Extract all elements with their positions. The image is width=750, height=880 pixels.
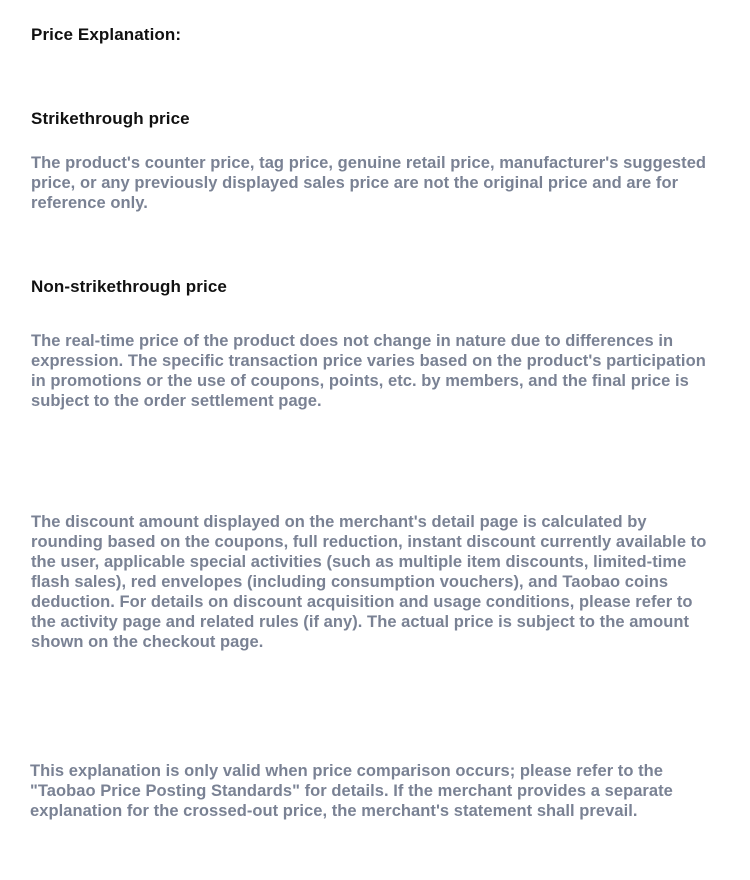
- strikethrough-heading: Strikethrough price: [31, 109, 190, 128]
- non-strikethrough-heading: Non-strikethrough price: [31, 277, 227, 296]
- strikethrough-description: The product's counter price, tag price, genuine retail price, manufacturer's suggested price, or any previously displayed sales price are not the original price and are for reference only.: [31, 154, 707, 212]
- validity-note: This explanation is only valid when price comparison occurs; please refer to the "Taobao Price Posting Standards" for details. If the merchant provides a separate explanation for the crossed-out price, the merchant's statement shall prevail.: [30, 762, 673, 820]
- discount-description: The discount amount displayed on the merchant's detail page is calculated by rounding based on the coupons, full reduction, instant discount currently available to the user, applicable special activities (such as multiple item discounts, limited-time flash sales), red envelopes (including consumption vouchers), and Taobao coins deduction. For details on discount acquisition and usage conditions, please refer to the activity page and related rules (if any). The actual price is subject to the amount shown on the checkout page.: [31, 513, 707, 651]
- page-title: Price Explanation:: [31, 25, 182, 44]
- non-strikethrough-description: The real-time price of the product does not change in nature due to differences in expression. The specific transaction price varies based on the product's participation in promotions or the use of coupons, points, etc. by members, and the final price is subject to the order settlement page.: [31, 332, 706, 410]
